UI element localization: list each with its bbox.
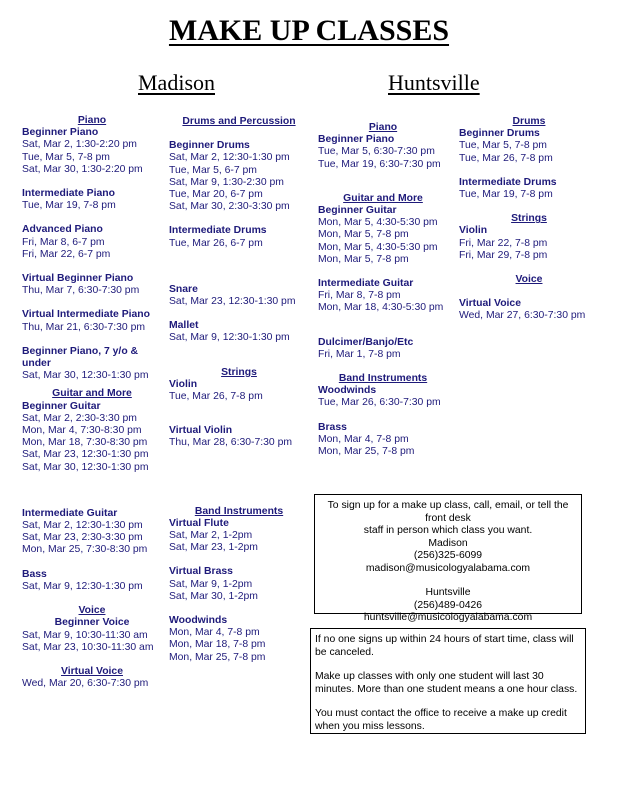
voice-section-heading: Voice <box>515 274 543 286</box>
class-time: Tue, Mar 5, 7-8 pm <box>22 151 110 163</box>
class-time: Mon, Mar 4, 7:30-8:30 pm <box>22 425 142 437</box>
class-time: Tue, Mar 19, 7-8 pm <box>459 189 553 201</box>
class-time: Mon, Mar 5, 7-8 pm <box>318 229 409 241</box>
class-time: Sat, Mar 23, 12:30-1:30 pm <box>22 449 149 461</box>
drums-section-heading: Drums <box>512 116 546 127</box>
class-time: Tue, Mar 5, 7-8 pm <box>459 140 547 152</box>
class-label: Bass <box>22 568 47 580</box>
virtual-voice-section-heading: Virtual Voice <box>61 665 123 677</box>
class-time: Mon, Mar 25, 7-8 pm <box>318 446 415 458</box>
class-time: Sat, Mar 23, 1-2pm <box>169 542 258 554</box>
class-time: Mon, Mar 18, 4:30-5:30 pm <box>318 302 444 314</box>
class-time: Thu, Mar 7, 6:30-7:30 pm <box>22 285 140 297</box>
policy-box <box>310 628 586 734</box>
madison-email: madison@musicologyalabama.com <box>365 562 531 574</box>
class-time: Mon, Mar 18, 7:30-8:30 pm <box>22 437 148 449</box>
class-time: Sat, Mar 2, 12:30-1:30 pm <box>169 152 290 164</box>
class-label: Virtual Violin <box>169 425 233 437</box>
class-time: Sat, Mar 30, 12:30-1:30 pm <box>22 461 149 473</box>
cancel-policy: If no one signs up within 24 hours of start time, class will be canceled. <box>315 634 574 658</box>
class-time: Mon, Mar 25, 7:30-8:30 pm <box>22 544 148 556</box>
class-label: Virtual Beginner Piano <box>22 273 134 285</box>
guitar-section-heading: Guitar and More <box>343 192 423 204</box>
class-label: Intermediate Drums <box>169 225 267 237</box>
class-label: Mallet <box>169 320 199 332</box>
class-label: Virtual Intermediate Piano <box>22 309 150 321</box>
class-time: Tue, Mar 19, 7-8 pm <box>22 200 116 212</box>
credit-policy: You must contact the office to receive a make up credit when you miss lessons. <box>315 708 567 732</box>
band-section-heading: Band Instruments <box>338 373 428 385</box>
duration-policy: Make up classes with only one student will last 30 minutes. More than one student means a one hour class. <box>315 671 578 695</box>
class-label: Woodwinds <box>169 615 228 627</box>
class-time: Tue, Mar 26, 6-7 pm <box>169 237 263 249</box>
class-time: Tue, Mar 20, 6-7 pm <box>169 189 263 201</box>
class-time: Fri, Mar 22, 6-7 pm <box>22 248 111 260</box>
class-time: Sat, Mar 9, 1:30-2:30 pm <box>169 176 284 188</box>
class-label: Intermediate Guitar <box>318 278 414 290</box>
class-label: Intermediate Piano <box>22 188 115 200</box>
class-time: Tue, Mar 5, 6:30-7:30 pm <box>318 146 435 158</box>
madison-heading: Madison <box>138 70 215 95</box>
class-time: Sat, Mar 23, 10:30-11:30 am <box>22 641 154 653</box>
huntsville-contact-name: Huntsville <box>425 587 471 598</box>
madison-column-1 <box>22 115 162 690</box>
class-time: Sat, Mar 2, 12:30-1:30 pm <box>22 520 143 532</box>
madison-column-2 <box>169 116 309 664</box>
class-time: Sat, Mar 2, 2:30-3:30 pm <box>22 412 137 424</box>
class-time: Sat, Mar 30, 1-2pm <box>169 590 258 602</box>
class-label: Beginner Piano, 7 y/o & <box>22 345 139 357</box>
madison-phone: (256)325-6099 <box>413 550 483 561</box>
class-time: Thu, Mar 21, 6:30-7:30 pm <box>22 321 146 333</box>
madison-contact-name: Madison <box>428 537 468 549</box>
class-label: Virtual Flute <box>169 517 229 529</box>
class-time: Tue, Mar 26, 6:30-7:30 pm <box>318 397 441 409</box>
page-title: MAKE UP CLASSES <box>168 14 450 47</box>
class-label: Intermediate Drums <box>459 176 557 188</box>
class-time: Sat, Mar 9, 1-2pm <box>169 578 253 590</box>
signup-info-box <box>314 494 582 623</box>
class-time: Fri, Mar 8, 7-8 pm <box>318 290 401 302</box>
class-time: Fri, Mar 29, 7-8 pm <box>459 249 548 261</box>
class-label: Dulcimer/Banjo/Etc <box>318 336 414 348</box>
class-label: Violin <box>169 378 198 390</box>
class-label: Virtual Voice <box>459 298 521 310</box>
class-time: Sat, Mar 30, 12:30-1:30 pm <box>22 370 149 382</box>
band-section-heading: Band Instruments <box>194 505 284 517</box>
class-time: Mon, Mar 18, 7-8 pm <box>169 639 266 651</box>
class-time: Fri, Mar 8, 6-7 pm <box>22 236 105 248</box>
class-label: Beginner Drums <box>169 140 250 152</box>
class-label: Snare <box>169 283 198 295</box>
class-time: Tue, Mar 26, 7-8 pm <box>169 391 263 403</box>
class-label: Intermediate Guitar <box>22 507 118 519</box>
class-label: Beginner Voice <box>54 617 130 629</box>
class-time: Mon, Mar 5, 4:30-5:30 pm <box>318 217 438 229</box>
guitar-section-heading: Guitar and More <box>52 388 132 400</box>
class-label: under <box>22 358 51 370</box>
class-time: Thu, Mar 28, 6:30-7:30 pm <box>169 437 293 449</box>
class-label: Beginner Piano <box>318 134 395 146</box>
class-time: Mon, Mar 4, 7-8 pm <box>318 433 409 445</box>
signup-instructions: To sign up for a make up class, call, email, or tell the front desk <box>327 500 569 524</box>
huntsville-column-1 <box>318 122 448 458</box>
class-time: Tue, Mar 19, 6:30-7:30 pm <box>318 158 441 170</box>
piano-section-heading: Piano <box>77 115 107 126</box>
class-time: Sat, Mar 30, 2:30-3:30 pm <box>169 201 290 213</box>
huntsville-column-2 <box>459 116 599 323</box>
huntsville-email: huntsville@musicologyalabama.com <box>363 612 533 623</box>
class-time: Fri, Mar 22, 7-8 pm <box>459 237 548 249</box>
huntsville-phone: (256)489-0426 <box>413 599 483 611</box>
class-label: Violin <box>459 225 488 237</box>
drums-section-heading: Drums and Percussion <box>182 116 296 127</box>
strings-section-heading: Strings <box>221 366 257 378</box>
huntsville-heading: Huntsville <box>388 70 480 95</box>
piano-section-heading: Piano <box>368 122 398 133</box>
class-time: Tue, Mar 5, 6-7 pm <box>169 164 257 176</box>
class-time: Mon, Mar 5, 7-8 pm <box>318 253 409 265</box>
class-time: Wed, Mar 20, 6:30-7:30 pm <box>22 678 149 690</box>
class-time: Sat, Mar 30, 1:30-2:20 pm <box>22 163 143 175</box>
class-time: Sat, Mar 23, 12:30-1:30 pm <box>169 296 296 308</box>
voice-section-heading: Voice <box>78 605 106 617</box>
class-label: Brass <box>318 421 347 433</box>
signup-instructions: staff in person which class you want. <box>363 525 533 536</box>
class-time: Mon, Mar 5, 4:30-5:30 pm <box>318 241 438 253</box>
class-label: Beginner Piano <box>22 127 99 139</box>
class-label: Beginner Guitar <box>22 400 101 412</box>
strings-section-heading: Strings <box>511 213 547 225</box>
class-time: Sat, Mar 9, 10:30-11:30 am <box>22 629 148 641</box>
class-time: Mon, Mar 25, 7-8 pm <box>169 651 266 663</box>
class-label: Advanced Piano <box>22 224 103 236</box>
class-time: Wed, Mar 27, 6:30-7:30 pm <box>459 310 586 322</box>
class-label: Beginner Guitar <box>318 205 397 217</box>
class-time: Mon, Mar 4, 7-8 pm <box>169 627 260 639</box>
class-time: Fri, Mar 1, 7-8 pm <box>318 348 401 360</box>
class-label: Virtual Brass <box>169 566 233 578</box>
class-time: Sat, Mar 9, 12:30-1:30 pm <box>22 580 143 592</box>
class-time: Sat, Mar 2, 1:30-2:20 pm <box>22 139 137 151</box>
class-label: Beginner Drums <box>459 128 540 140</box>
class-label: Woodwinds <box>318 385 377 397</box>
class-time: Sat, Mar 9, 12:30-1:30 pm <box>169 332 290 344</box>
class-time: Tue, Mar 26, 7-8 pm <box>459 152 553 164</box>
class-time: Sat, Mar 2, 1-2pm <box>169 530 253 542</box>
class-time: Sat, Mar 23, 2:30-3:30 pm <box>22 532 143 544</box>
